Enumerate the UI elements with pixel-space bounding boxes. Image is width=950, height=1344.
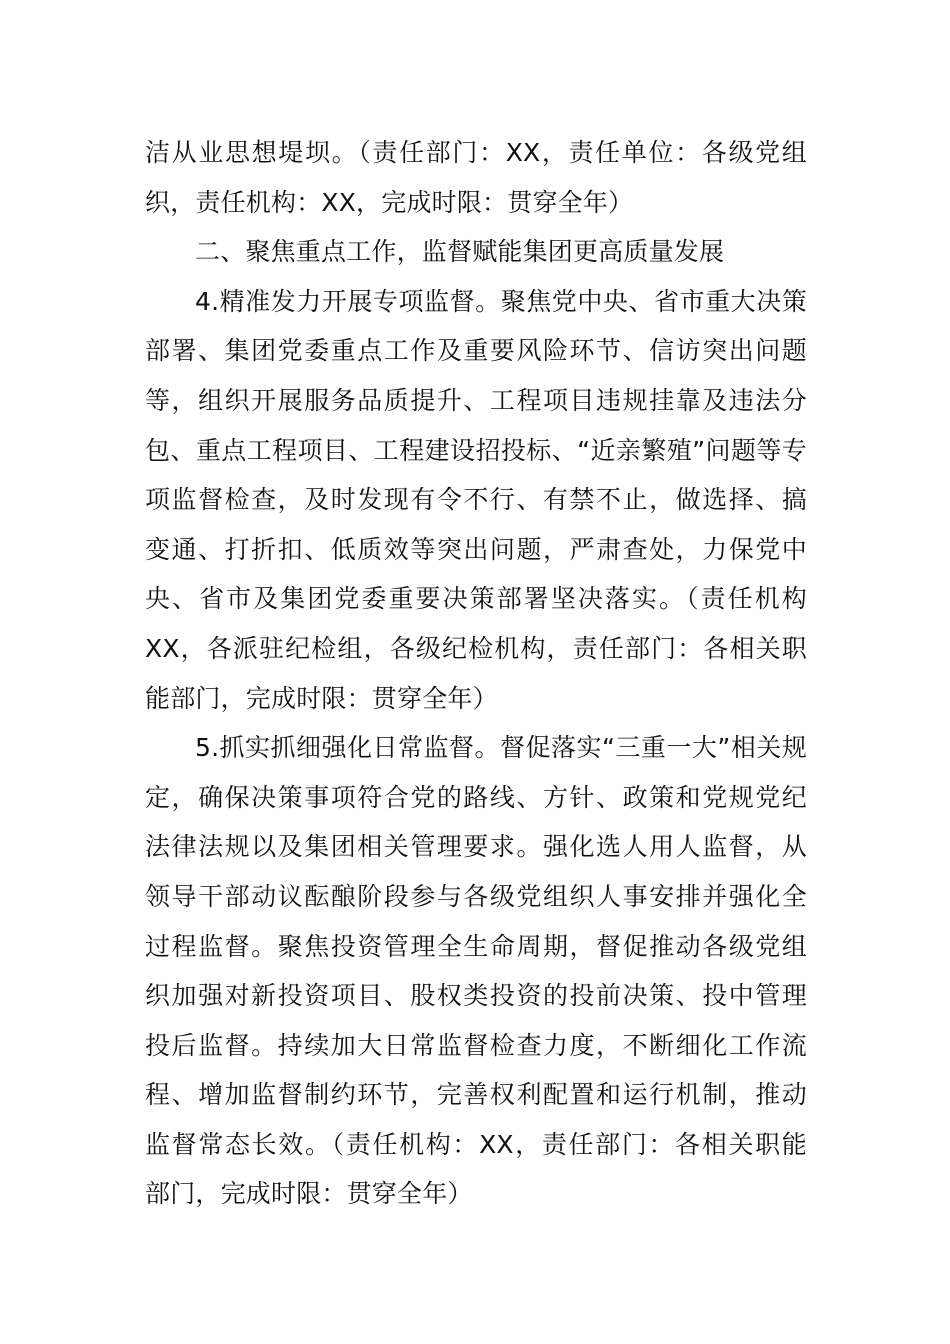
paragraph-5-line-7: 投后监督。持续加大日常监督检查力度，不断细化工作流 (145, 1030, 807, 1060)
paragraph-5-line-9: 监督常态长效。（责任机构：XX，责任部门：各相关职能 (145, 1129, 807, 1159)
paragraph-4-line-3: 等，组织开展服务品质提升、工程项目违规挂靠及违法分 (145, 385, 807, 415)
paragraph-5-line-10: 部门，完成时限：贯穿全年） (145, 1179, 473, 1209)
paragraph-4-line-2: 部署、集团党委重点工作及重要风险环节、信访突出问题 (145, 336, 807, 366)
paragraph-5-line-4: 领导干部动议酝酿阶段参与各级党组织人事安排并强化全 (145, 881, 807, 911)
section-heading: 二、聚焦重点工作，监督赋能集团更高质量发展 (195, 237, 725, 267)
paragraph-4-line-1: 4.精准发力开展专项监督。聚焦党中央、省市重大决策 (195, 286, 807, 316)
paragraph-5-line-3: 法律法规以及集团相关管理要求。强化选人用人监督，从 (145, 832, 807, 862)
paragraph-4-line-8: XX，各派驻纪检组，各级纪检机构，责任部门：各相关职 (145, 633, 807, 663)
paragraph-5-line-6: 织加强对新投资项目、股权类投资的投前决策、投中管理 (145, 981, 807, 1011)
text-line-2: 织，责任机构：XX，完成时限：贯穿全年） (145, 187, 634, 217)
text-line-1: 洁从业思想堤坝。（责任部门：XX，责任单位：各级党组 (145, 138, 807, 167)
paragraph-4-line-7: 央、省市及集团党委重要决策部署坚决落实。（责任机构 (145, 584, 807, 614)
paragraph-4-line-9: 能部门，完成时限：贯穿全年） (145, 683, 498, 713)
paragraph-4-line-4: 包、重点工程项目、工程建设招投标、“近亲繁殖”问题等专 (145, 435, 807, 465)
paragraph-5-line-2: 定，确保决策事项符合党的路线、方针、政策和党规党纪 (145, 782, 807, 812)
paragraph-5-line-8: 程、增加监督制约环节，完善权利配置和运行机制，推动 (145, 1080, 807, 1110)
document-body (145, 128, 807, 1219)
paragraph-5-line-5: 过程监督。聚焦投资管理全生命周期，督促推动各级党组 (145, 931, 807, 961)
paragraph-5-line-1: 5.抓实抓细强化日常监督。督促落实“三重一大”相关规 (195, 733, 807, 763)
paragraph-4-line-6: 变通、打折扣、低质效等突出问题，严肃查处，力保党中 (145, 534, 807, 564)
paragraph-4-line-5: 项监督检查，及时发现有令不行、有禁不止，做选择、搞 (145, 485, 807, 515)
